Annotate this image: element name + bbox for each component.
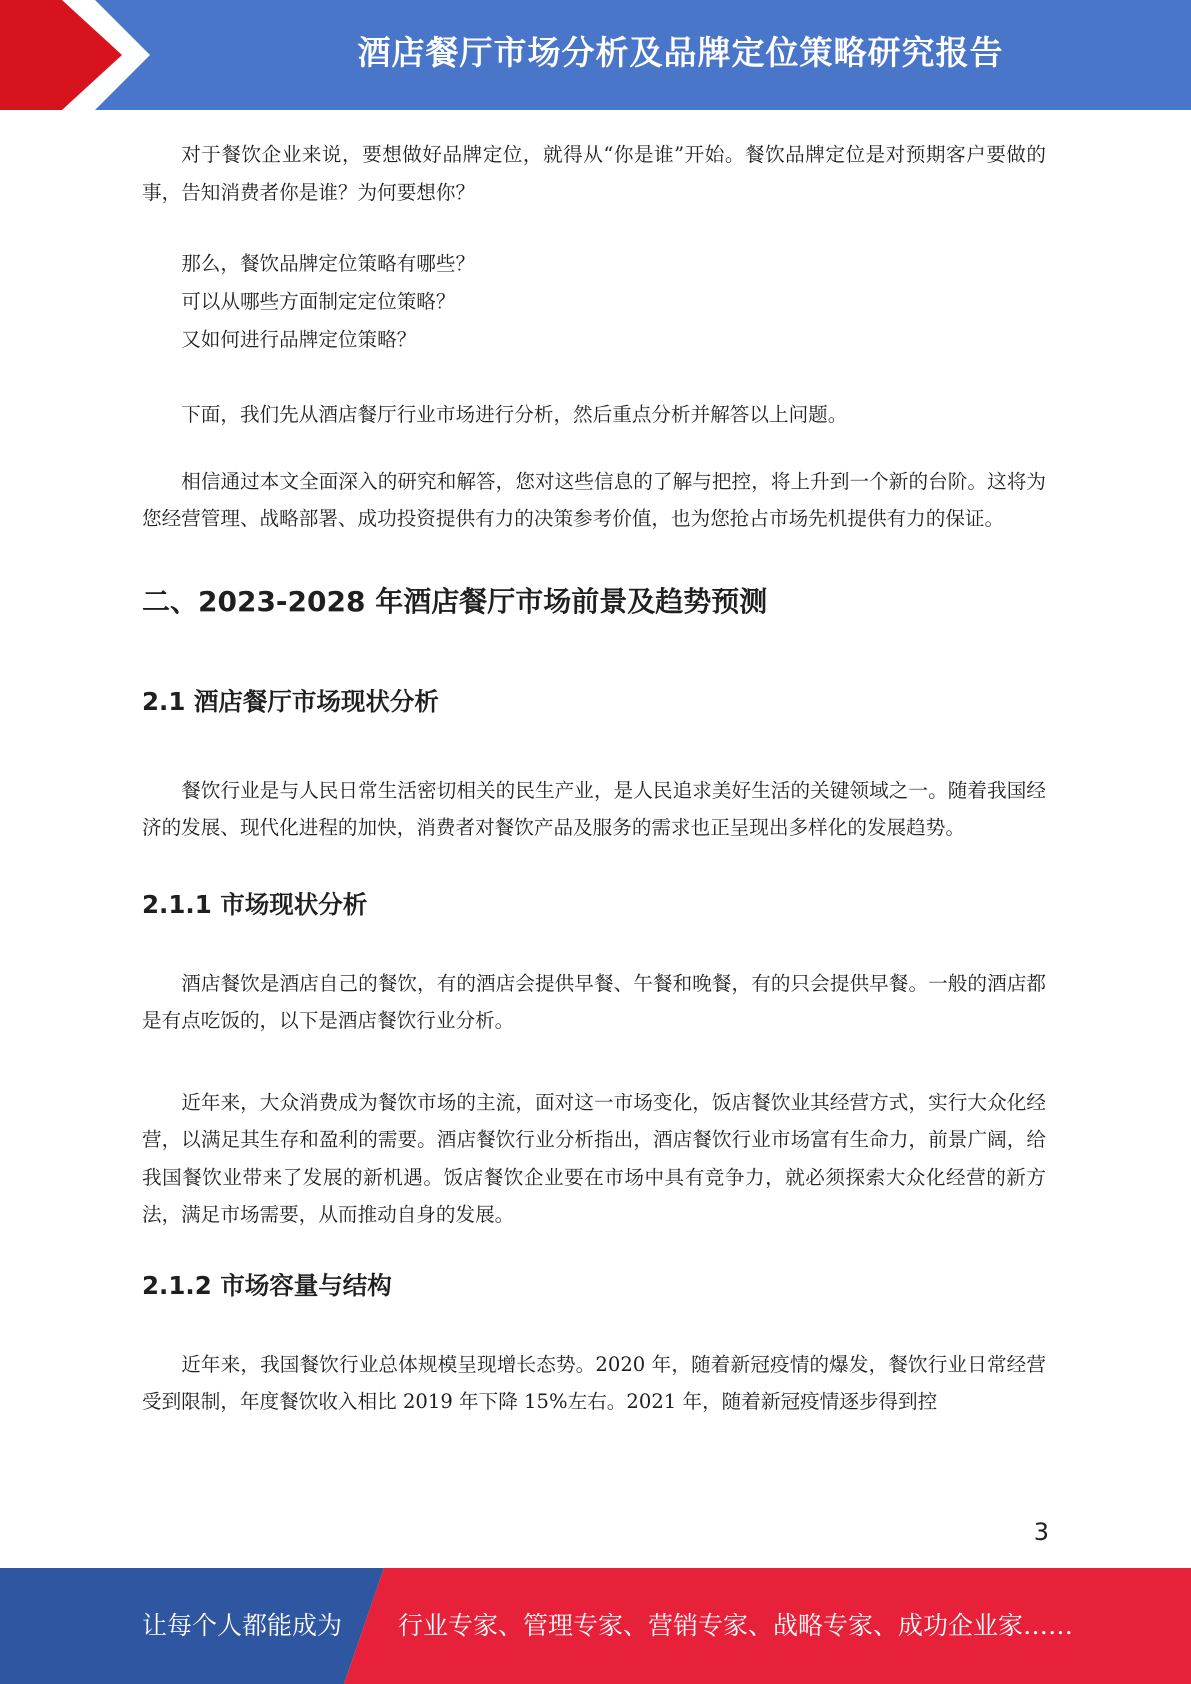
page-number: 3	[1033, 1518, 1049, 1546]
subsection-heading-2-1-2: 2.1.2 市场容量与结构	[142, 1270, 392, 1300]
document-body	[142, 132, 1046, 1421]
paragraph-2-1-1-b: 近年来，大众消费成为餐饮市场的主流，面对这一市场变化，饭店餐饮业其经营方式，实行大众化经营，以满足其生存和盈利的需要。酒店餐饮行业分析指出，酒店餐饮行业市场富有生命力，前景广阔，给我国餐饮业带来了发展的新机遇。饭店餐饮企业要在市场中具有竞争力，就必须探索大众化经营的新方法，满足市场需要，从而推动自身的发展。	[142, 1090, 1046, 1226]
paragraph-2-1-2: 近年来，我国餐饮行业总体规模呈现增长态势。2020 年，随着新冠疫情的爆发，餐饮行业日常经营受到限制，年度餐饮收入相比 2019 年下降 15%左右。2021 年，随着新冠疫情逐步得到控	[142, 1352, 1046, 1413]
footer-slogan-right: 行业专家、管理专家、营销专家、战略专家、成功企业家……	[398, 1611, 1074, 1640]
page-header-banner	[0, 0, 1191, 110]
question-item: 又如何进行品牌定位策略？	[181, 328, 417, 351]
intro-paragraph-1: 对于餐饮企业来说，要想做好品牌定位，就得从“你是谁”开始。餐饮品牌定位是对预期客户要做的事，告知消费者你是谁？为何要想你？	[142, 143, 1046, 204]
subsection-heading-2-1: 2.1 酒店餐厅市场现状分析	[142, 686, 439, 716]
paragraph-2-1-1-a: 酒店餐饮是酒店自己的餐饮，有的酒店会提供早餐、午餐和晚餐，有的只会提供早餐。一般的酒店都是有点吃饭的，以下是酒店餐饮行业分析。	[142, 971, 1046, 1032]
subsection-heading-2-1-1: 2.1.1 市场现状分析	[142, 889, 368, 919]
red-chevron-decoration	[0, 0, 160, 110]
report-title: 酒店餐厅市场分析及品牌定位策略研究报告	[357, 33, 1004, 72]
footer-slogan-left: 让每个人都能成为	[142, 1611, 343, 1640]
intro-paragraph-2: 下面，我们先从酒店餐厅行业市场进行分析，然后重点分析并解答以上问题。	[181, 403, 848, 426]
page-footer-banner	[0, 1568, 1191, 1684]
question-list	[142, 245, 1046, 359]
section-heading-2: 二、2023-2028 年酒店餐厅市场前景及趋势预测	[142, 584, 768, 618]
paragraph-2-1: 餐饮行业是与人民日常生活密切相关的民生产业，是人民追求美好生活的关键领域之一。随着我国经济的发展、现代化进程的加快，消费者对餐饮产品及服务的需求也正呈现出多样化的发展趋势。	[142, 778, 1046, 839]
question-item: 可以从哪些方面制定定位策略？	[181, 290, 456, 313]
intro-paragraph-3: 相信通过本文全面深入的研究和解答，您对这些信息的了解与把控，将上升到一个新的台阶。这将为您经营管理、战略部署、成功投资提供有力的决策参考价值，也为您抢占市场先机提供有力的保证。	[142, 469, 1046, 530]
question-item: 那么，餐饮品牌定位策略有哪些？	[181, 252, 476, 275]
